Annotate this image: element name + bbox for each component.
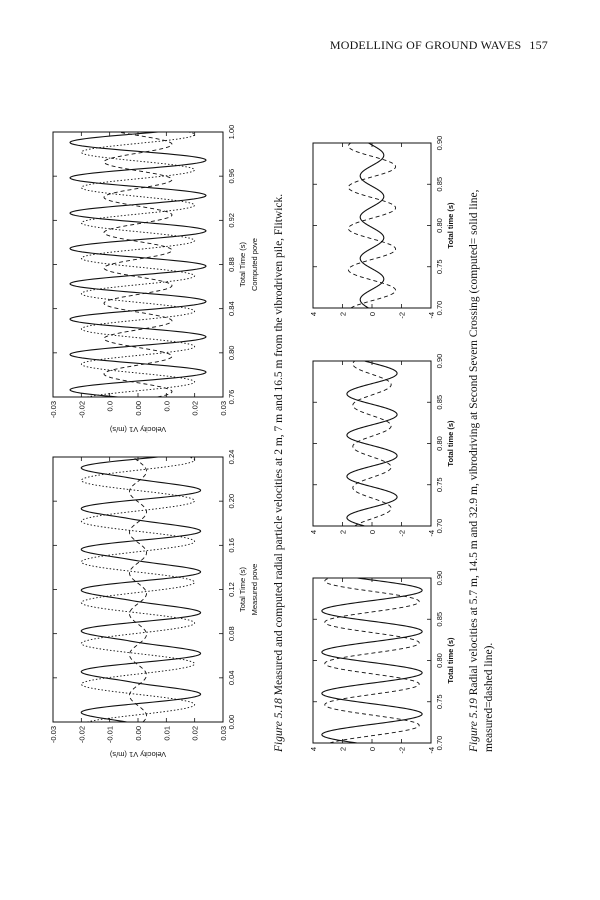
y-tick-label: -0.02 <box>77 401 87 419</box>
page-number: 157 <box>529 38 548 52</box>
x-tick-label: 0.96 <box>227 168 236 184</box>
x-tick-label: 0.24 <box>227 449 236 465</box>
fig519-chart-1 <box>307 570 467 765</box>
x-tick-label: 0.92 <box>227 213 236 228</box>
y-tick-label: 0 <box>368 530 377 535</box>
x-tick-label: 1.00 <box>227 124 236 140</box>
x-tick-label: 0.90 <box>435 570 444 586</box>
radial-velocity-plot-14-5m <box>307 353 462 548</box>
x-tick-label: 0.16 <box>227 538 236 553</box>
x-tick-label: 0.90 <box>435 353 444 369</box>
fig519-caption-label: Figure 5.19 <box>468 698 480 752</box>
fig518-caption <box>272 132 287 752</box>
x-tick-label: 0.85 <box>435 394 444 410</box>
y-tick-label: -2 <box>397 312 407 319</box>
x-tick-label: 0.20 <box>227 493 236 509</box>
x-axis-label: Total Time (s) <box>238 566 247 613</box>
y-tick-label: -2 <box>397 530 407 537</box>
y-tick-label: 4 <box>309 747 318 752</box>
measured-velocity-plot <box>45 450 265 760</box>
x-tick-label: 0.80 <box>227 345 236 361</box>
series-line-solid <box>322 578 422 743</box>
y-tick-label: 2 <box>338 530 348 535</box>
y-tick-label: 0 <box>368 747 377 752</box>
x-tick-label: 0.84 <box>227 301 236 316</box>
chart-subtitle: Measured pove <box>250 563 259 616</box>
y-tick-label: -4 <box>427 530 436 537</box>
y-tick-label: -0.01 <box>105 726 115 744</box>
radial-velocity-plot-32-9m <box>307 135 462 330</box>
y-tick-label: 0.0 <box>105 401 115 412</box>
series-line-dotted <box>81 457 194 722</box>
y-tick-label: 2 <box>338 312 348 317</box>
running-header-title: MODELLING OF GROUND WAVES <box>329 38 522 52</box>
x-tick-label: 0.76 <box>227 389 236 405</box>
running-header <box>330 38 548 53</box>
x-tick-label: 0.90 <box>435 135 444 151</box>
fig519-caption-text: Radial velocities at 5.7 m, 14.5 m and 32.9 m, vibrodriving at Second Severn Crossing (computed= solid line, measured=dashed line). <box>468 189 495 752</box>
fig518-computed-chart <box>45 125 270 435</box>
y-tick-label: 0.01 <box>162 726 172 741</box>
x-tick-label: 0.70 <box>435 735 444 751</box>
x-axis-label: Total time (s) <box>446 420 455 467</box>
plot-frame <box>313 361 431 526</box>
series-line-dashed <box>353 361 391 526</box>
x-tick-label: 0.75 <box>435 259 444 275</box>
fig518-measured-chart <box>45 450 270 760</box>
fig519-caption <box>467 132 497 752</box>
rotated-figure-area <box>35 110 505 770</box>
fig519-chart-2 <box>307 353 467 548</box>
x-tick-label: 0.80 <box>435 218 444 233</box>
x-axis-label: Total time (s) <box>446 637 455 684</box>
series-line-solid <box>360 143 384 308</box>
y-axis-label: Velocity V1 (m/s) <box>109 750 167 759</box>
y-axis-label: Velocity V1 (m/s) <box>109 425 167 434</box>
chart-subtitle: Computed pove <box>250 238 259 291</box>
y-tick-label: 0.00 <box>134 401 143 416</box>
y-tick-label: -4 <box>427 747 436 754</box>
x-tick-label: 0.08 <box>227 626 236 641</box>
series-line-dashed <box>325 578 419 743</box>
x-axis-label: Total Time (s) <box>238 241 247 288</box>
y-tick-label: 0.02 <box>190 726 200 741</box>
y-tick-label: -0.03 <box>49 726 58 744</box>
y-tick-label: 4 <box>309 530 318 535</box>
y-tick-label: -0.03 <box>49 401 58 419</box>
x-tick-label: 0.88 <box>227 257 236 272</box>
series-line-solid <box>347 361 397 526</box>
y-tick-label: 0.00 <box>134 726 143 741</box>
fig518-caption-text: Measured and computed radial particle velocities at 2 m, 7 m and 16.5 m from the vibrodriven pile, Flitwick. <box>273 193 285 699</box>
y-tick-label: 0.03 <box>219 401 228 416</box>
y-tick-label: 4 <box>309 312 318 317</box>
y-tick-label: -2 <box>397 747 407 754</box>
x-tick-label: 0.70 <box>435 300 444 316</box>
x-tick-label: 0.80 <box>435 653 444 668</box>
y-tick-label: 0 <box>368 312 377 317</box>
series-line-dashed <box>348 143 395 308</box>
series-line-dotted <box>81 132 194 397</box>
x-tick-label: 0.75 <box>435 477 444 493</box>
y-tick-label: -4 <box>427 312 436 319</box>
x-tick-label: 0.00 <box>227 714 236 730</box>
fig518-caption-label: Figure 5.18 <box>273 698 285 752</box>
y-tick-label: 2 <box>338 747 348 752</box>
y-tick-label: 0.0 <box>162 401 172 412</box>
fig519-chart-3 <box>307 135 467 330</box>
series-line-solid <box>70 132 206 397</box>
y-tick-label: 0.03 <box>219 726 228 741</box>
y-tick-label: 0.02 <box>190 401 200 416</box>
x-tick-label: 0.70 <box>435 518 444 534</box>
plot-frame <box>53 457 223 722</box>
x-tick-label: 0.85 <box>435 611 444 627</box>
x-tick-label: 0.80 <box>435 436 444 451</box>
x-tick-label: 0.04 <box>227 670 236 686</box>
plot-frame <box>313 143 431 308</box>
x-axis-label: Total time (s) <box>446 202 455 249</box>
x-tick-label: 0.12 <box>227 582 236 597</box>
radial-velocity-plot-5-7m <box>307 570 462 765</box>
y-tick-label: -0.02 <box>77 726 87 744</box>
x-tick-label: 0.85 <box>435 176 444 192</box>
computed-velocity-plot <box>45 125 265 435</box>
series-line-dashed <box>104 132 172 397</box>
x-tick-label: 0.75 <box>435 694 444 710</box>
